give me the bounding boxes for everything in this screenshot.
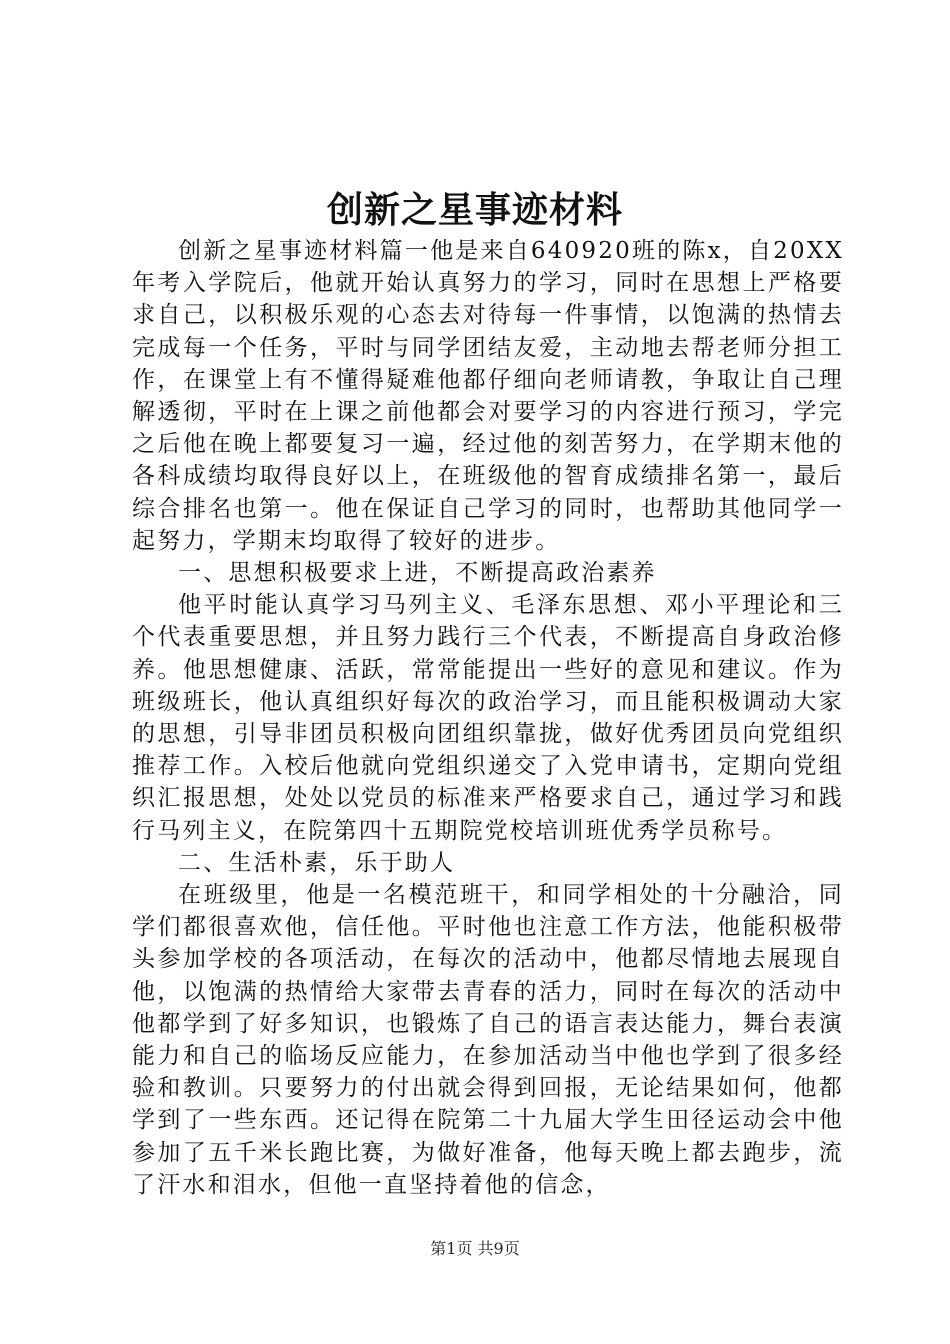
paragraph-section-2: 在班级里，他是一名模范班干，和同学相处的十分融洽，同学们都很喜欢他，信任他。平时他也注意工作方法，他能积极带头参加学校的各项活动，在每次的活动中，他都尽情地去展现自他，以饱满的热情给大家带去青春的活力，同时在每次的活动中他都学到了好多知识，也锻炼了自己的语言表达能力，舞台表演能力和自己的临场反应能力，在参加活动当中他也学到了很多经验和教训。只要努力的付出就会得到回报，无论结果如何，他都学到了一些东西。还记得在院第二十九届大学生田径运动会中他参加了五千米长跑比赛，为做好准备，他每天晚上都去跑步，流了汗水和泪水，但他一直坚持着他的信念， — [132, 882, 844, 1198]
section-heading-1: 一、思想积极要求上进，不断提高政治素养 — [178, 560, 657, 587]
page-number-footer: 第1页 共9页 — [430, 1239, 520, 1258]
section-heading-2: 二、生活朴素，乐于助人 — [178, 849, 456, 876]
paragraph-section-1: 他平时能认真学习马列主义、毛泽东思想、邓小平理论和三个代表重要思想，并且努力践行三个代表，不断提高自身政治修养。他思想健康、活跃，常常能提出一些好的意见和建议。作为班级班长，他认真组织好每次的政治学习，而且能积极调动大家的思想，引导非团员积极向团组织靠拢，做好优秀团员向党组织推荐工作。入校后他就向党组织递交了入党申请书，定期向党组织汇报思想，处处以党员的标准来严格要求自己，通过学习和践行马列主义，在院第四十五期院党校培训班优秀学员称号。 — [132, 592, 844, 844]
document-body — [132, 235, 844, 1201]
paragraph-intro: 创新之星事迹材料篇一他是来自640920班的陈x，自20XX年考入学院后，他就开始认真努力的学习，同时在思想上严格要求自己，以积极乐观的心态去对待每一件事情，以饱满的热情去完成每一个任务，平时与同学团结友爱，主动地去帮老师分担工作，在课堂上有不懂得疑难他都仔细向老师请教，争取让自己理解透彻，平时在上课之前他都会对要学习的内容进行预习，学完之后他在晚上都要复习一遍，经过他的刻苦努力，在学期末他的各科成绩均取得良好以上，在班级他的智育成绩排名第一，最后综合排名也第一。他在保证自己学习的同时，也帮助其他同学一起努力，学期末均取得了较好的进步。 — [132, 238, 844, 554]
document-title: 创新之星事迹材料 — [326, 189, 623, 231]
